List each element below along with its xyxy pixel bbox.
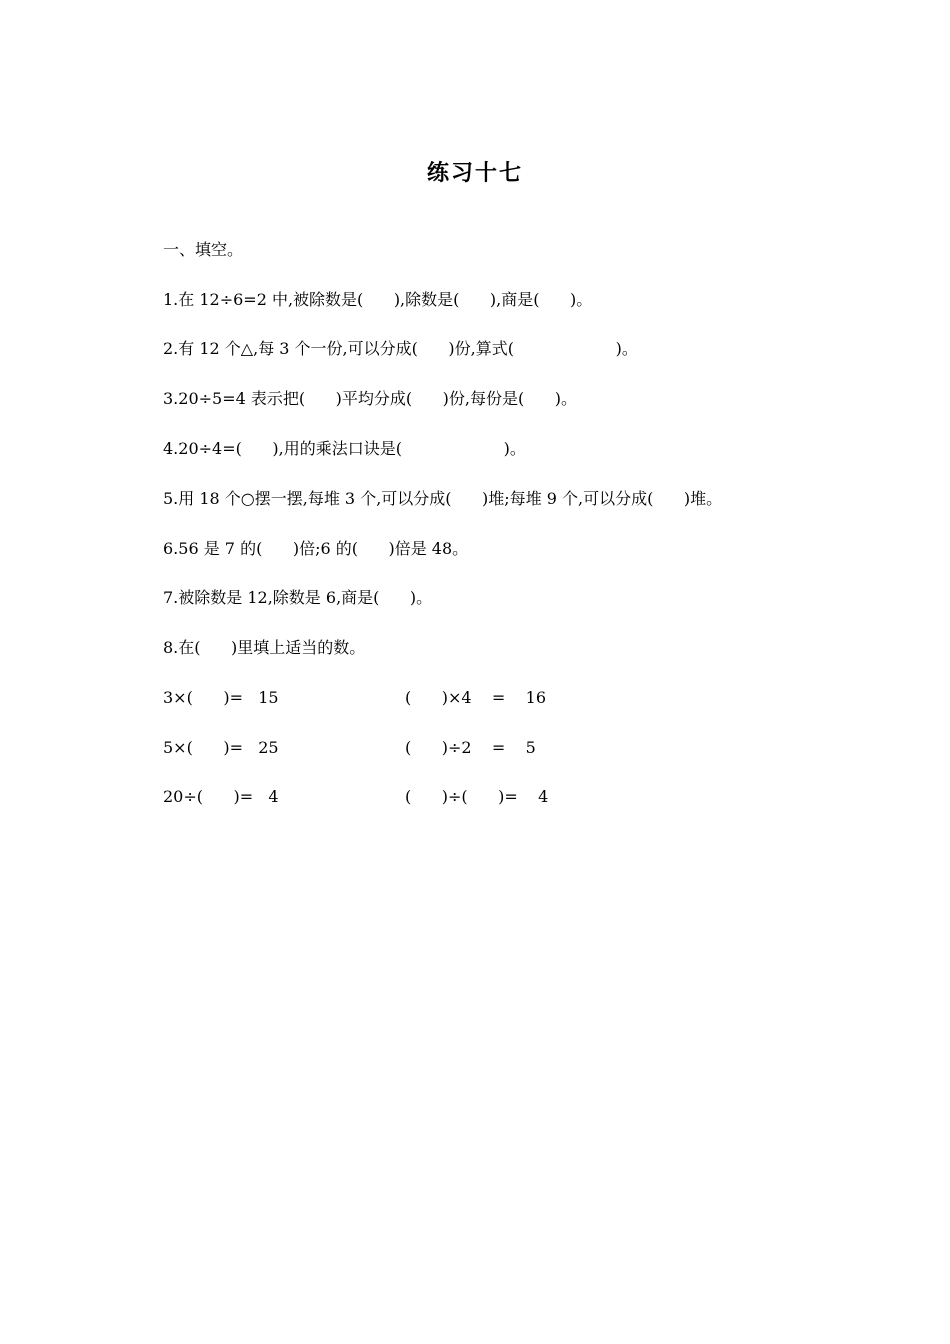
equation-right: ( )×4 = 16 xyxy=(405,688,547,707)
section-heading: 一、填空。 xyxy=(163,240,244,259)
question-3: 3.20÷5=4 表示把( )平均分成( )份,每份是( )。 xyxy=(163,389,577,408)
question-8: 8.在( )里填上适当的数。 xyxy=(163,638,366,657)
page-title: 练习十七 xyxy=(426,160,523,186)
question-7: 7.被除数是 12,除数是 6,商是( )。 xyxy=(163,588,433,607)
equation-left: 5×( )= 25 xyxy=(163,738,279,757)
equation-left: 20÷( )= 4 xyxy=(163,787,279,806)
equation-left: 3×( )= 15 xyxy=(163,688,279,707)
equation-right: ( )÷2 = 5 xyxy=(405,738,536,757)
question-4: 4.20÷4=( ),用的乘法口诀是( )。 xyxy=(163,439,526,458)
question-1: 1.在 12÷6=2 中,被除数是( ),除数是( ),商是( )。 xyxy=(163,290,593,309)
question-2: 2.有 12 个△,每 3 个一份,可以分成( )份,算式( )。 xyxy=(163,339,638,358)
question-6: 6.56 是 7 的( )倍;6 的( )倍是 48。 xyxy=(163,539,469,558)
question-5: 5.用 18 个○摆一摆,每堆 3 个,可以分成( )堆;每堆 9 个,可以分成( )堆。 xyxy=(163,489,723,508)
equation-right: ( )÷( )= 4 xyxy=(405,787,549,806)
